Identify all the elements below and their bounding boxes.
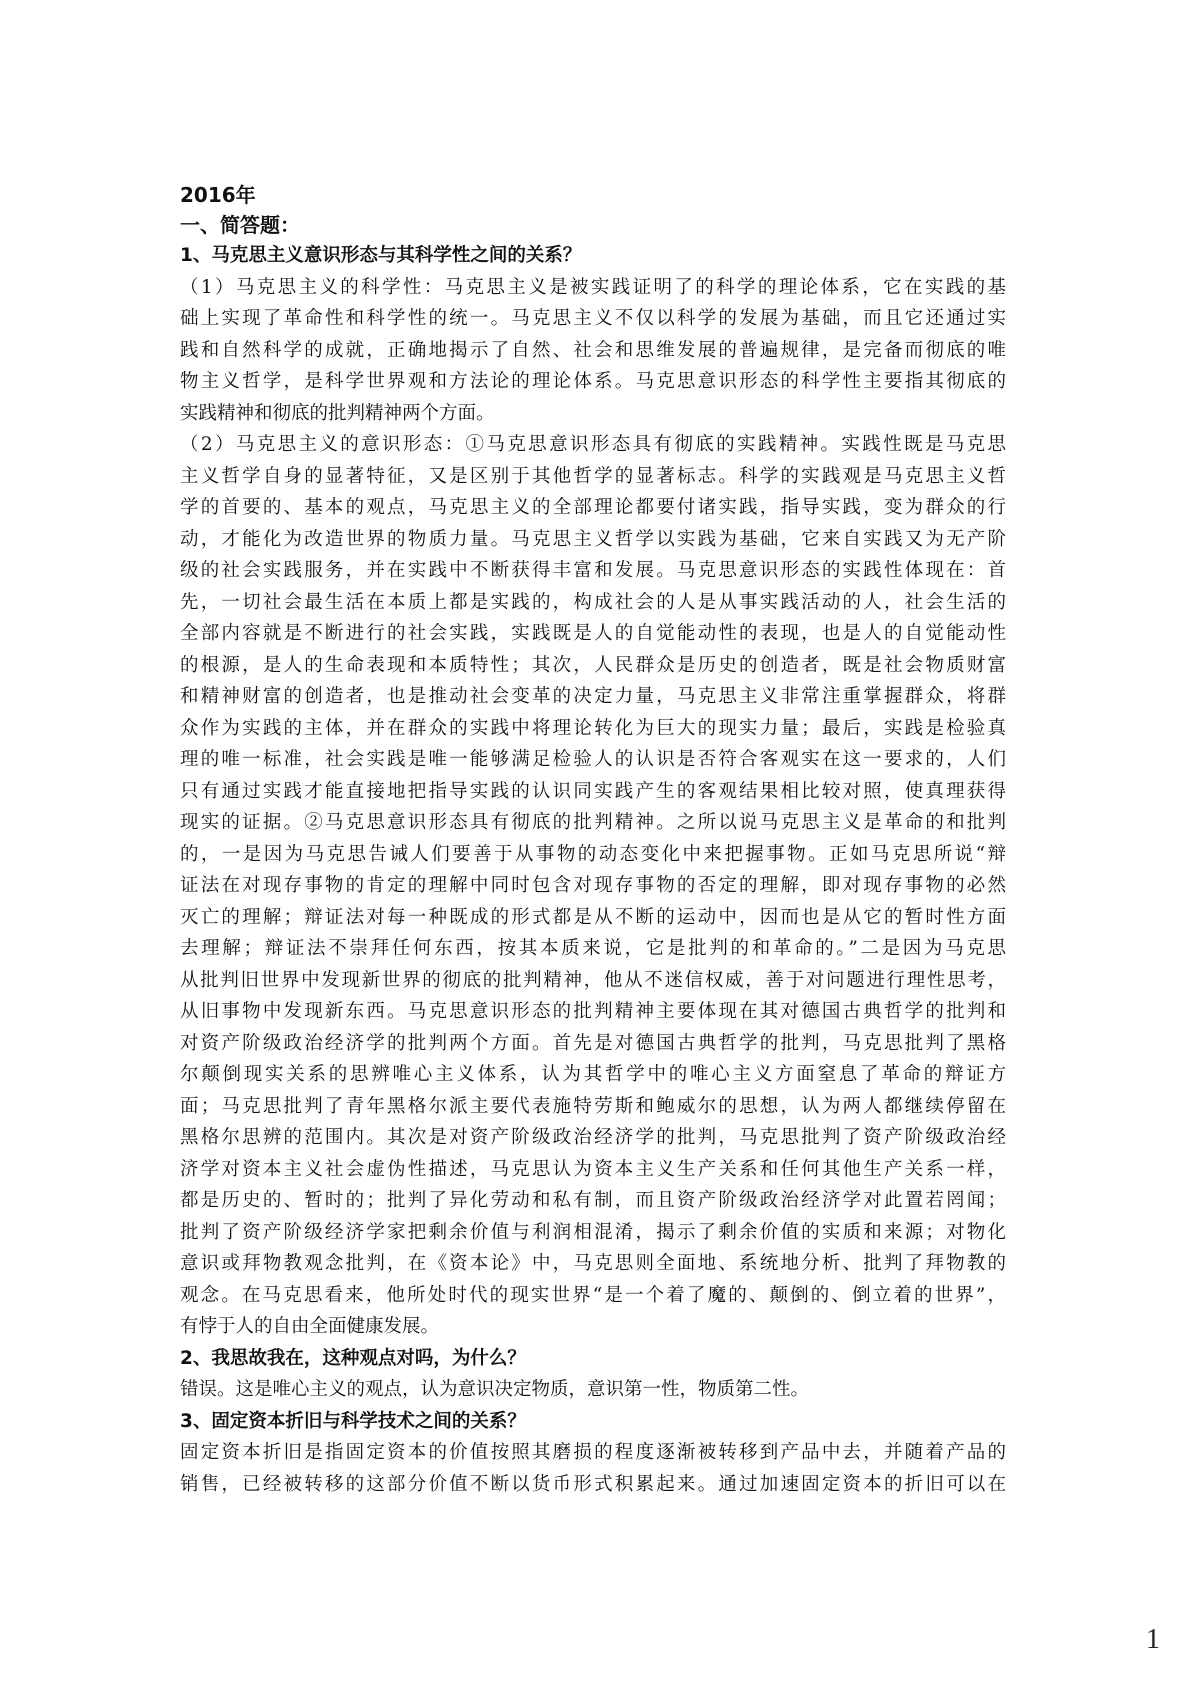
paragraph-line: 批判了资产阶级经济学家把剩余价值与利润相混淆，揭示了剩余价值的实质和来源；对物化: [180, 1221, 1006, 1243]
paragraph-line: 的，一是因为马克思告诫人们要善于从事物的动态变化中来把握事物。正如马克思所说“辩: [180, 843, 1006, 865]
answer-paragraph: [180, 1437, 1006, 1500]
paragraph-line: 主义哲学自身的显著特征，又是区别于其他哲学的显著标志。科学的实践观是马克思主义哲: [180, 465, 1006, 487]
paragraph-line: 尔颠倒现实关系的思辨唯心主义体系，认为其哲学中的唯心主义方面窒息了革命的辩证方: [180, 1064, 1006, 1085]
answer-paragraph: [180, 272, 1006, 430]
document-body: [180, 180, 1006, 1500]
year-heading: 2016年: [180, 183, 256, 207]
paragraph-line: （2）马克思主义的意识形态：①马克思意识形态具有彻底的实践精神。实践性既是马克思: [180, 434, 1006, 455]
paragraph-line: 践和自然科学的成就，正确地揭示了自然、社会和思维发展的普遍规律，是完备而彻底的唯: [180, 339, 1006, 361]
paragraph-line: 从批判旧世界中发现新世界的彻底的批判精神，他从不迷信权威，善于对问题进行理性思考，: [180, 969, 1006, 991]
paragraph-line: 众作为实践的主体，并在群众的实践中将理论转化为巨大的现实力量；最后，实践是检验真: [180, 717, 1006, 739]
paragraph-line: 销售，已经被转移的这部分价值不断以货币形式积累起来。通过加速固定资本的折旧可以在: [180, 1473, 1006, 1495]
paragraph-line: 物主义哲学，是科学世界观和方法论的理论体系。马克思意识形态的科学性主要指其彻底的: [180, 371, 1006, 392]
paragraph-line: 础上实现了革命性和科学性的统一。马克思主义不仅以科学的发展为基础，而且它还通过实: [180, 308, 1006, 329]
paragraph-line: 固定资本折旧是指固定资本的价值按照其磨损的程度逐渐被转移到产品中去，并随着产品的: [180, 1442, 1006, 1463]
paragraph-line: 理的唯一标准，社会实践是唯一能够满足检验人的认识是否符合客观实在这一要求的，人们: [180, 749, 1006, 770]
answer-paragraph: [180, 429, 1006, 1343]
question-title: 2、我思故我在，这种观点对吗，为什么？: [180, 1347, 526, 1369]
paragraph-line: 的根源，是人的生命表现和本质特性；其次，人民群众是历史的创造者，既是社会物质财富: [180, 654, 1006, 676]
paragraph-line: 观念。在马克思看来，他所处时代的现实世界“是一个着了魔的、颠倒的、倒立着的世界”，: [180, 1284, 1006, 1306]
paragraph-line: 先，一切社会最生活在本质上都是实践的，构成社会的人是从事实践活动的人，社会生活的: [180, 591, 1006, 613]
section-heading: 一、简答题：: [180, 213, 300, 237]
paragraph-line: 对资产阶级政治经济学的批判两个方面。首先是对德国古典哲学的批判，马克思批判了黑格: [180, 1032, 1006, 1054]
paragraph-line: 意识或拜物教观念批判，在《资本论》中，马克思则全面地、系统地分析、批判了拜物教的: [180, 1253, 1006, 1274]
paragraph-line: 实践精神和彻底的批判精神两个方面。: [180, 402, 495, 424]
paragraph-line: 只有通过实践才能直接地把指导实践的认识同实践产生的客观结果相比较对照，使真理获得: [180, 780, 1006, 802]
question-title: 3、固定资本折旧与科学技术之间的关系？: [180, 1410, 526, 1432]
question-title: 1、马克思主义意识形态与其科学性之间的关系？: [180, 245, 582, 266]
paragraph-line: 有悖于人的自由全面健康发展。: [180, 1316, 440, 1337]
question-list: [180, 240, 1006, 1500]
paragraph-line: 灭亡的理解；辩证法对每一种既成的形式都是从不断的运动中，因而也是从它的暂时性方面: [180, 906, 1006, 928]
paragraph-line: 都是历史的、暂时的；批判了异化劳动和私有制，而且资产阶级政治经济学对此置若罔闻；: [180, 1190, 1006, 1211]
paragraph-line: 学的首要的、基本的观点，马克思主义的全部理论都要付诸实践，指导实践，变为群众的行: [180, 497, 1006, 518]
paragraph-line: 动，才能化为改造世界的物质力量。马克思主义哲学以实践为基础，它来自实践又为无产阶: [180, 528, 1006, 550]
paragraph-line: 面；马克思批判了青年黑格尔派主要代表施特劳斯和鲍威尔的思想，认为两人都继续停留在: [180, 1095, 1006, 1117]
paragraph-line: 黑格尔思辨的范围内。其次是对资产阶级政治经济学的批判，马克思批判了资产阶级政治经: [180, 1127, 1006, 1148]
paragraph-line: （1）马克思主义的科学性：马克思主义是被实践证明了的科学的理论体系，它在实践的基: [180, 276, 1006, 298]
paragraph-line: 级的社会实践服务，并在实践中不断获得丰富和发展。马克思意识形态的实践性体现在：首: [180, 560, 1006, 581]
paragraph-line: 现实的证据。②马克思意识形态具有彻底的批判精神。之所以说马克思主义是革命的和批判: [180, 812, 1006, 833]
paragraph-line: 证法在对现存事物的肯定的理解中同时包含对现存事物的否定的理解，即对现存事物的必然: [180, 875, 1006, 896]
page-number: 1: [1146, 1624, 1160, 1655]
paragraph-line: 和精神财富的创造者，也是推动社会变革的决定力量，马克思主义非常注重掌握群众，将群: [180, 686, 1006, 707]
answer-paragraph: [180, 1374, 1006, 1406]
paragraph-line: 济学对资本主义社会虚伪性描述，马克思认为资本主义生产关系和任何其他生产关系一样，: [180, 1158, 1006, 1180]
paragraph-line: 去理解；辩证法不崇拜任何东西，按其本质来说，它是批判的和革命的。”二是因为马克思: [180, 938, 1006, 959]
paragraph-line: 全部内容就是不断进行的社会实践，实践既是人的自觉能动性的表现，也是人的自觉能动性: [180, 623, 1006, 644]
paragraph-line: 从旧事物中发现新东西。马克思意识形态的批判精神主要体现在其对德国古典哲学的批判和: [180, 1001, 1006, 1022]
paragraph-line: 错误。这是唯心主义的观点，认为意识决定物质，意识第一性，物质第二性。: [180, 1379, 810, 1400]
